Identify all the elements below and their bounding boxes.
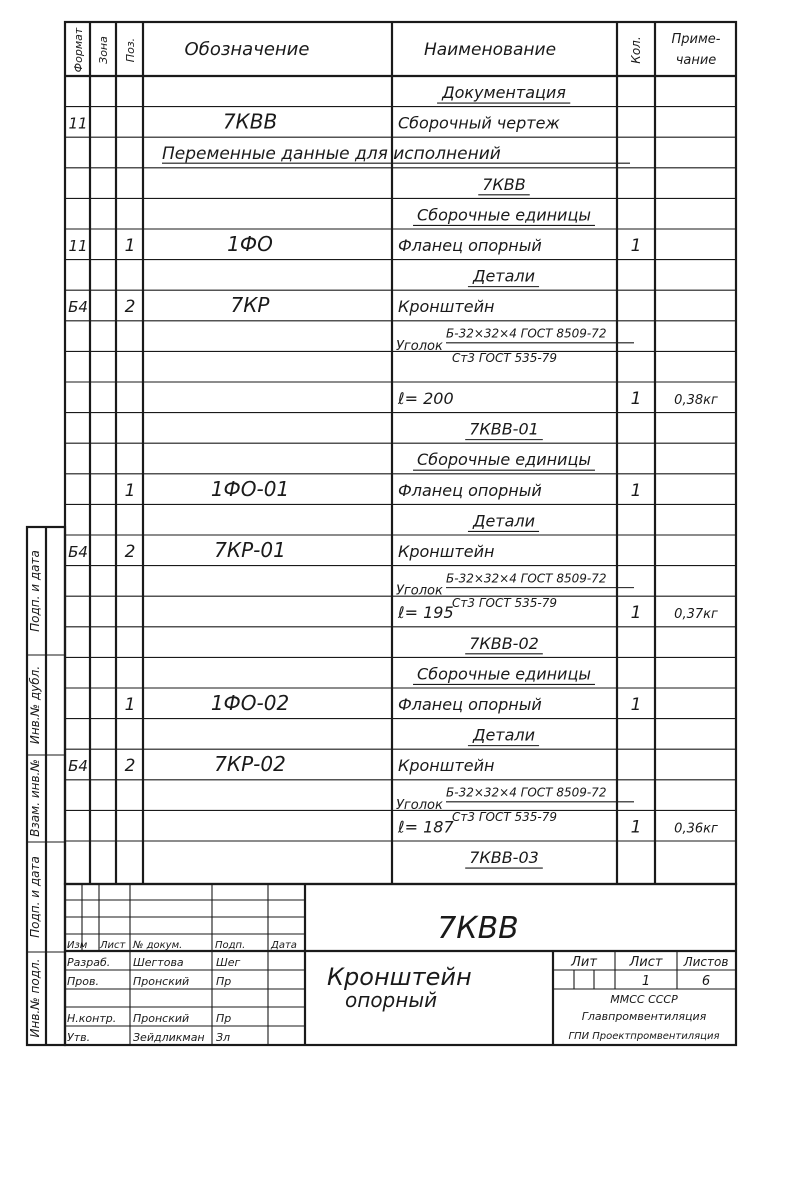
table-row: [397, 389, 718, 409]
cell-name: Фланец опорный: [398, 695, 542, 715]
header-designation: Обозначение: [184, 39, 310, 60]
cell-designation: 1ФО-02: [210, 691, 290, 716]
col-header-date: Дата: [271, 940, 297, 951]
header-qty: Кол.: [629, 36, 643, 64]
cell-span-title: Переменные данные для исполнений: [162, 144, 501, 165]
cell-designation: 7КВВ: [222, 109, 278, 134]
role-label: Пров.: [67, 975, 99, 988]
cell-designation: 7КР-01: [214, 538, 286, 563]
cell-name: 7КВВ-01: [469, 419, 539, 439]
cell-designation: 7КР: [230, 293, 270, 318]
angle-word: Уголок: [396, 583, 443, 599]
cell-name: ℓ= 200: [398, 389, 454, 409]
header-zone: Зона: [97, 36, 110, 64]
angle-spec-bottom: Ст3 ГОСТ 535-79: [452, 351, 557, 366]
table-row: [125, 691, 642, 715]
table-row: [465, 848, 543, 868]
cell-name: Сборочные единицы: [417, 205, 591, 225]
angle-word: Уголок: [396, 797, 443, 813]
cell-designation: 7КР-02: [214, 752, 286, 777]
table-row: [468, 267, 539, 287]
sheet-number: 1: [641, 974, 651, 989]
lit-label: Лит: [571, 955, 597, 970]
role-person: Шегтова: [133, 956, 184, 969]
cell-qty: 1: [630, 236, 642, 257]
cell-format: Б4: [68, 298, 88, 317]
table-row: [68, 293, 494, 317]
cell-qty: 1: [630, 389, 642, 410]
cell-pos: 2: [124, 542, 136, 563]
table-row: [478, 175, 530, 195]
role-label: Н.контр.: [67, 1012, 117, 1025]
cell-format: 11: [68, 237, 88, 256]
cell-designation: 1ФО-01: [210, 476, 290, 501]
cell-name: Сборочные единицы: [417, 450, 591, 470]
table-row: [162, 144, 630, 164]
org-line1: ММСС СССР: [610, 993, 678, 1006]
cell-name: Кронштейн: [398, 542, 495, 562]
angle-spec-top: Б-32×32×4 ГОСТ 8509-72: [446, 326, 607, 341]
side-label-replace-inv: Взам. инв.№: [28, 759, 42, 837]
header-format: Формат: [72, 27, 85, 73]
cell-name: Детали: [472, 266, 536, 286]
cell-name: Детали: [472, 511, 536, 531]
table-row: [465, 420, 543, 440]
cell-note: 0,37кг: [674, 607, 718, 623]
table-row: [468, 511, 539, 531]
table-row: [413, 450, 595, 470]
role-signature: Пр: [216, 1012, 232, 1025]
table-row: [68, 232, 641, 256]
cell-name: Детали: [472, 725, 536, 745]
table-header: [72, 27, 721, 72]
angle-spec-bottom: Ст3 ГОСТ 535-79: [452, 810, 557, 825]
cell-name: ℓ= 195: [398, 603, 454, 623]
cell-pos: 2: [124, 297, 136, 318]
cell-name: Фланец опорный: [398, 480, 542, 500]
cell-name: 7КВВ-02: [469, 633, 539, 653]
role-row: [67, 975, 231, 988]
side-stamp: [27, 527, 65, 1045]
role-person: Пронский: [133, 975, 190, 988]
angle-spec-bottom: Ст3 ГОСТ 535-79: [452, 595, 557, 610]
col-header-sign: Подп.: [215, 940, 246, 951]
role-signature: Зл: [216, 1031, 231, 1044]
role-label: Разраб.: [67, 956, 111, 969]
role-row: [67, 1012, 231, 1025]
angle-spec-top: Б-32×32×4 ГОСТ 8509-72: [446, 785, 607, 800]
angle-spec-top: Б-32×32×4 ГОСТ 8509-72: [446, 571, 607, 586]
role-signature: Пр: [216, 975, 232, 988]
table-row: [68, 752, 494, 776]
title-name-line1: Кронштейн: [327, 963, 472, 991]
side-label-dup-inv: Инв.№ дубл.: [28, 665, 42, 745]
cell-qty: 1: [630, 603, 642, 624]
cell-format: Б4: [68, 757, 88, 776]
side-label-sign-date-bottom: Подп. и дата: [28, 856, 42, 938]
role-row: [67, 956, 241, 969]
table-row: [397, 817, 718, 837]
table-row: [437, 83, 570, 103]
header-note-line1: Приме-: [671, 32, 721, 47]
table-row: [468, 726, 539, 746]
cell-pos: 1: [124, 480, 136, 501]
org-line3: ГПИ Проектпромвентиляция: [568, 1031, 720, 1042]
table-row: [413, 205, 595, 225]
sheets-total: 6: [701, 974, 711, 989]
cell-note: 0,36кг: [674, 821, 718, 837]
cell-qty: 1: [630, 817, 642, 838]
table-row: [125, 477, 642, 501]
title-roles: [67, 956, 241, 1044]
header-note-line2: чание: [675, 53, 717, 68]
cell-qty: 1: [630, 695, 642, 716]
cell-name: Документация: [442, 83, 566, 103]
table-row: [68, 538, 494, 562]
cell-pos: 2: [124, 756, 136, 777]
title-block: [65, 884, 736, 1045]
org-line2: Главпромвентиляция: [581, 1010, 707, 1023]
role-person: Пронский: [133, 1012, 190, 1025]
side-label-orig-inv: Инв.№ подл.: [28, 958, 42, 1038]
table-row: [413, 664, 595, 684]
cell-pos: 1: [124, 236, 136, 257]
cell-qty: 1: [630, 480, 642, 501]
cell-designation: 1ФО: [227, 232, 273, 257]
cell-name: Сборочный чертеж: [398, 113, 560, 133]
title-name-line2: опорный: [345, 988, 438, 1012]
cell-name: 7КВВ: [482, 174, 526, 194]
table-row: [397, 603, 718, 623]
table-row: [396, 327, 634, 365]
role-row: [67, 1031, 230, 1044]
cell-name: Сборочные единицы: [417, 664, 591, 684]
table-row: [465, 634, 543, 654]
col-header-list: Лист: [100, 940, 126, 951]
sheet-label: Лист: [629, 955, 663, 970]
col-header-izm: Изм: [67, 940, 88, 951]
role-person: Зейдликман: [133, 1031, 205, 1044]
cell-name: Кронштейн: [398, 297, 495, 317]
role-label: Утв.: [67, 1031, 91, 1044]
cell-pos: 1: [124, 695, 136, 716]
cell-name: Фланец опорный: [398, 236, 542, 256]
side-label-sign-date-top: Подп. и дата: [28, 550, 42, 632]
sheets-label: Листов: [683, 955, 729, 969]
header-name: Наименование: [423, 40, 557, 60]
title-code: 7КВВ: [437, 911, 519, 946]
cell-note: 0,38кг: [674, 393, 718, 409]
role-signature: Шег: [216, 956, 241, 969]
col-header-doc: № докум.: [133, 940, 183, 951]
cell-name: ℓ= 187: [398, 817, 454, 837]
header-pos: Поз.: [124, 37, 137, 63]
cell-name: Кронштейн: [398, 756, 495, 776]
cell-format: Б4: [68, 543, 88, 562]
cell-name: 7КВВ-03: [469, 848, 539, 868]
cell-format: 11: [68, 114, 88, 133]
angle-word: Уголок: [396, 338, 443, 354]
